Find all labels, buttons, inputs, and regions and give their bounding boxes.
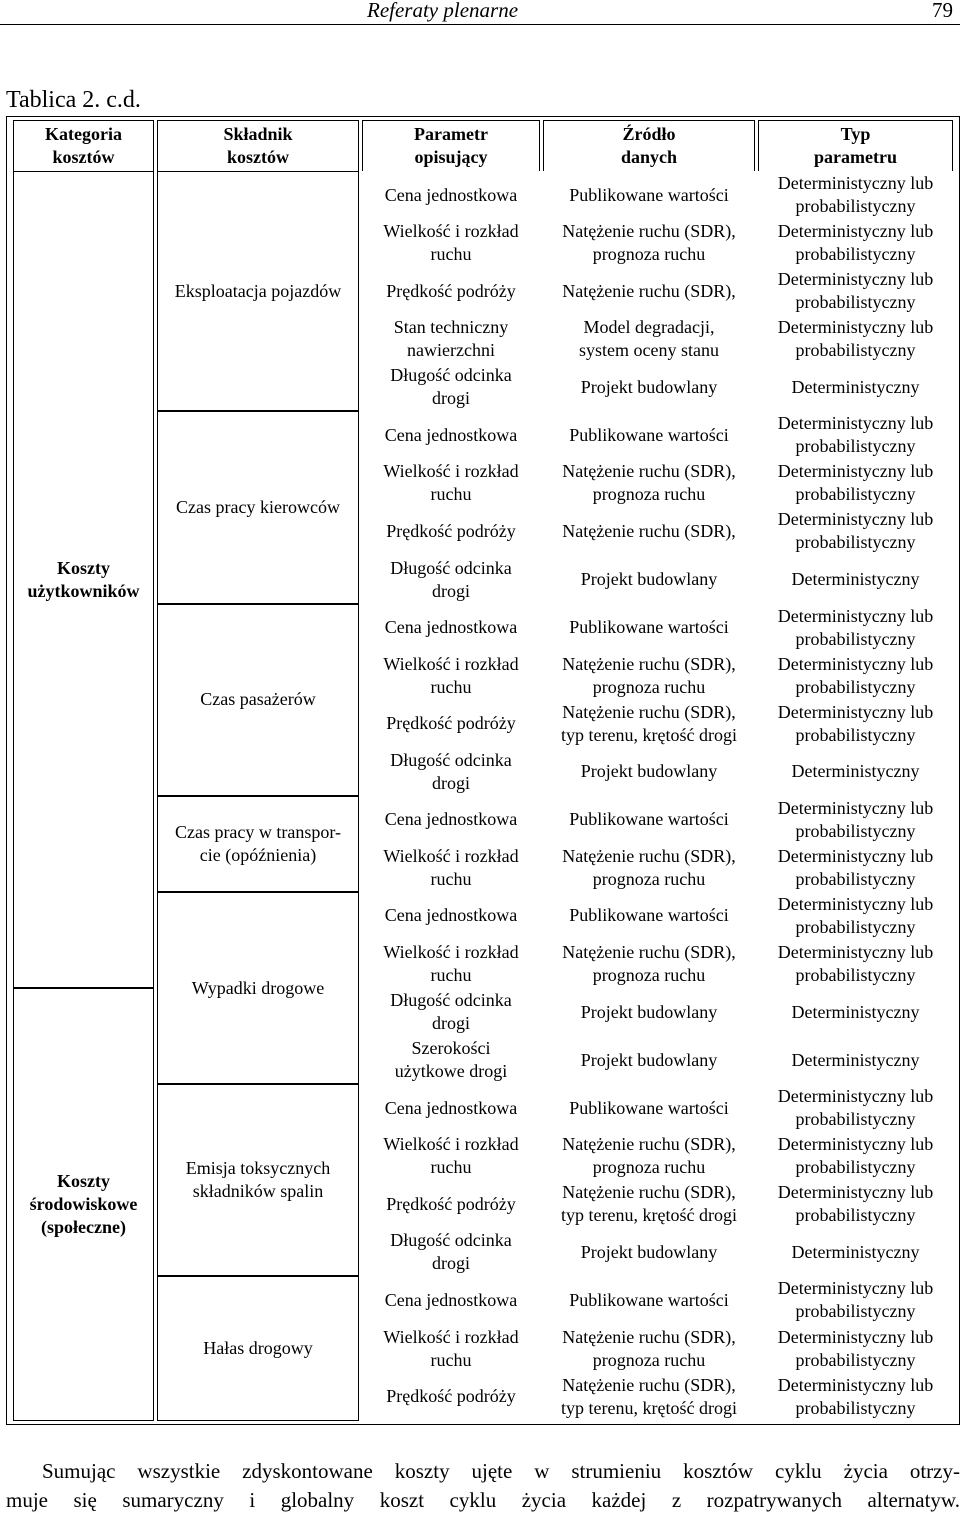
data-source-cell: Projekt budowlany — [580, 1001, 718, 1022]
table-row — [13, 988, 953, 1036]
running-head-title: Referaty plenarne — [367, 0, 519, 22]
cost-component-cell: Czas pracy w transpor- cie (opóźnienia) — [157, 796, 359, 892]
cost-category-cell: Koszty użytkowników — [13, 171, 154, 988]
parameter-type-cell: Deterministyczny lub probabilistyczny — [777, 605, 934, 649]
parameter-cell: Wielkość i rozkład ruchu — [383, 221, 519, 265]
cost-category-cell: Koszty środowiskowe (społeczne) — [13, 988, 154, 1421]
cost-component-cell: Eksploatacja pojazdów — [157, 171, 359, 411]
header-cost-category: Kategoria kosztów — [13, 120, 154, 171]
parameter-cell: Prędkość podróży — [386, 1386, 516, 1407]
parameter-cell: Cena jednostkowa — [384, 424, 518, 445]
closing-paragraph — [6, 1457, 960, 1515]
data-source-cell: Natężenie ruchu (SDR), typ terenu, krętość drogi — [561, 1374, 737, 1418]
parameter-cell: Prędkość podróży — [386, 520, 516, 541]
parameter-cell: Wielkość i rozkład ruchu — [383, 1326, 519, 1370]
parameter-type-cell: Deterministyczny lub probabilistyczny — [777, 1182, 934, 1226]
parameter-cell: Wielkość i rozkład ruchu — [383, 942, 519, 986]
data-source-cell: Natężenie ruchu (SDR), prognoza ruchu — [562, 942, 736, 986]
parameter-cell: Wielkość i rozkład ruchu — [383, 461, 519, 505]
table-row — [13, 844, 953, 892]
parameter-cell: Długość odcinka drogi — [390, 557, 512, 601]
table-row — [13, 1180, 953, 1228]
parameter-cell: Prędkość podróży — [386, 1193, 516, 1214]
table-row — [13, 940, 953, 988]
table-row — [13, 652, 953, 700]
parameter-cell: Cena jednostkowa — [384, 1097, 518, 1118]
table-row — [13, 796, 953, 844]
table-row — [13, 1325, 953, 1373]
parameter-type-cell: Deterministyczny lub probabilistyczny — [777, 1086, 934, 1130]
data-source-cell: Natężenie ruchu (SDR), prognoza ruchu — [562, 461, 736, 505]
cost-component-cell: Czas pracy kierowców — [157, 411, 359, 603]
parameter-cell: Szerokości użytkowe drogi — [394, 1038, 508, 1082]
cost-component-cell: Emisja toksycznych składników spalin — [157, 1084, 359, 1276]
parameter-cell: Cena jednostkowa — [384, 1289, 518, 1310]
data-source-cell: Projekt budowlany — [580, 376, 718, 397]
table-row — [13, 1036, 953, 1084]
table-row — [13, 1084, 953, 1132]
data-source-cell: Publikowane wartości — [569, 617, 729, 638]
parameter-cell: Cena jednostkowa — [384, 617, 518, 638]
data-source-cell: Projekt budowlany — [580, 569, 718, 590]
parameter-type-cell: Deterministyczny — [791, 1049, 920, 1070]
parameter-type-cell: Deterministyczny lub probabilistyczny — [777, 221, 934, 265]
parameter-type-cell: Deterministyczny — [791, 1241, 920, 1262]
data-source-cell: Publikowane wartości — [569, 184, 729, 205]
header-parameter: Parametr opisujący — [362, 120, 540, 171]
parameter-cell: Długość odcinka drogi — [390, 749, 512, 793]
cost-component-cell: Hałas drogowy — [157, 1276, 359, 1421]
parameter-cell: Cena jednostkowa — [384, 809, 518, 830]
data-source-cell: Natężenie ruchu (SDR), — [562, 520, 736, 541]
data-source-cell: Model degradacji, system oceny stanu — [579, 317, 719, 361]
parameter-type-cell: Deterministyczny lub probabilistyczny — [777, 173, 934, 217]
table-row — [13, 1276, 953, 1324]
parameter-cell: Cena jednostkowa — [384, 184, 518, 205]
table-row — [13, 171, 953, 219]
header-row — [13, 120, 953, 171]
parameter-type-cell: Deterministyczny lub probabilistyczny — [777, 845, 934, 889]
table-row — [13, 1132, 953, 1180]
parameter-type-cell: Deterministyczny lub probabilistyczny — [777, 797, 934, 841]
parameter-type-cell: Deterministyczny lub probabilistyczny — [777, 1326, 934, 1370]
table-row — [13, 411, 953, 459]
parameter-cell: Wielkość i rozkład ruchu — [383, 845, 519, 889]
table-row — [13, 1228, 953, 1276]
data-source-cell: Publikowane wartości — [569, 424, 729, 445]
parameter-type-cell: Deterministyczny — [791, 376, 920, 397]
parameter-cell: Wielkość i rozkład ruchu — [383, 1134, 519, 1178]
table-row — [13, 315, 953, 363]
data-source-cell: Projekt budowlany — [580, 761, 718, 782]
table-row — [13, 892, 953, 940]
table-row — [13, 604, 953, 652]
parameter-cell: Długość odcinka drogi — [390, 1230, 512, 1274]
data-source-cell: Publikowane wartości — [569, 905, 729, 926]
data-source-cell: Publikowane wartości — [569, 1289, 729, 1310]
data-source-cell: Projekt budowlany — [580, 1241, 718, 1262]
table-row — [13, 700, 953, 748]
page-number: 79 — [932, 0, 953, 22]
parameter-cell: Prędkość podróży — [386, 713, 516, 734]
parameter-cell: Długość odcinka drogi — [390, 990, 512, 1034]
parameter-type-cell: Deterministyczny lub probabilistyczny — [777, 269, 934, 313]
data-source-cell: Natężenie ruchu (SDR), prognoza ruchu — [562, 653, 736, 697]
parameter-type-cell: Deterministyczny — [791, 569, 920, 590]
table-row — [13, 1373, 953, 1421]
closing-line: muje się sumaryczny i globalny koszt cyklu życia każdej z rozpatrywanych alternatyw. — [6, 1488, 960, 1512]
parameter-type-cell: Deterministyczny lub probabilistyczny — [777, 653, 934, 697]
parameter-type-cell: Deterministyczny — [791, 1001, 920, 1022]
header-data-source: Źródło danych — [543, 120, 755, 171]
parameter-type-cell: Deterministyczny lub probabilistyczny — [777, 1134, 934, 1178]
cost-table — [10, 120, 956, 1421]
table-body — [13, 171, 953, 1421]
data-source-cell: Projekt budowlany — [580, 1049, 718, 1070]
parameter-type-cell: Deterministyczny lub probabilistyczny — [777, 413, 934, 457]
data-source-cell: Natężenie ruchu (SDR), typ terenu, krętość drogi — [561, 1182, 737, 1226]
parameter-type-cell: Deterministyczny lub probabilistyczny — [777, 317, 934, 361]
header-cost-component: Składnik kosztów — [157, 120, 359, 171]
parameter-cell: Stan techniczny nawierzchni — [393, 317, 509, 361]
data-source-cell: Natężenie ruchu (SDR), prognoza ruchu — [562, 221, 736, 265]
data-source-cell: Natężenie ruchu (SDR), prognoza ruchu — [562, 1134, 736, 1178]
cost-table-frame — [6, 116, 960, 1425]
parameter-cell: Prędkość podróży — [386, 280, 516, 301]
parameter-type-cell: Deterministyczny lub probabilistyczny — [777, 942, 934, 986]
parameter-type-cell: Deterministyczny — [791, 761, 920, 782]
data-source-cell: Publikowane wartości — [569, 1097, 729, 1118]
table-row — [13, 219, 953, 267]
parameter-type-cell: Deterministyczny lub probabilistyczny — [777, 893, 934, 937]
parameter-type-cell: Deterministyczny lub probabilistyczny — [777, 509, 934, 553]
data-source-cell: Natężenie ruchu (SDR), prognoza ruchu — [562, 1326, 736, 1370]
table-row — [13, 507, 953, 555]
parameter-type-cell: Deterministyczny lub probabilistyczny — [777, 461, 934, 505]
table-row — [13, 267, 953, 315]
table-row — [13, 748, 953, 796]
data-source-cell: Natężenie ruchu (SDR), typ terenu, krętość drogi — [561, 701, 737, 745]
parameter-type-cell: Deterministyczny lub probabilistyczny — [777, 701, 934, 745]
table-caption: Tablica 2. c.d. — [6, 87, 141, 113]
parameter-cell: Długość odcinka drogi — [390, 365, 512, 409]
table-row — [13, 556, 953, 604]
cost-component-cell: Czas pasażerów — [157, 604, 359, 796]
data-source-cell: Natężenie ruchu (SDR), prognoza ruchu — [562, 845, 736, 889]
table-row — [13, 459, 953, 507]
parameter-type-cell: Deterministyczny lub probabilistyczny — [777, 1278, 934, 1322]
running-head — [0, 0, 960, 25]
data-source-cell: Publikowane wartości — [569, 809, 729, 830]
data-source-cell: Natężenie ruchu (SDR), — [562, 280, 736, 301]
parameter-type-cell: Deterministyczny lub probabilistyczny — [777, 1374, 934, 1418]
closing-line: Sumując wszystkie zdyskontowane koszty ujęte w strumieniu kosztów cyklu życia otrzy- — [42, 1459, 960, 1483]
parameter-cell: Wielkość i rozkład ruchu — [383, 653, 519, 697]
parameter-cell: Cena jednostkowa — [384, 905, 518, 926]
cost-component-cell: Wypadki drogowe — [157, 892, 359, 1084]
header-parameter-type: Typ parametru — [758, 120, 953, 171]
table-row — [13, 363, 953, 411]
